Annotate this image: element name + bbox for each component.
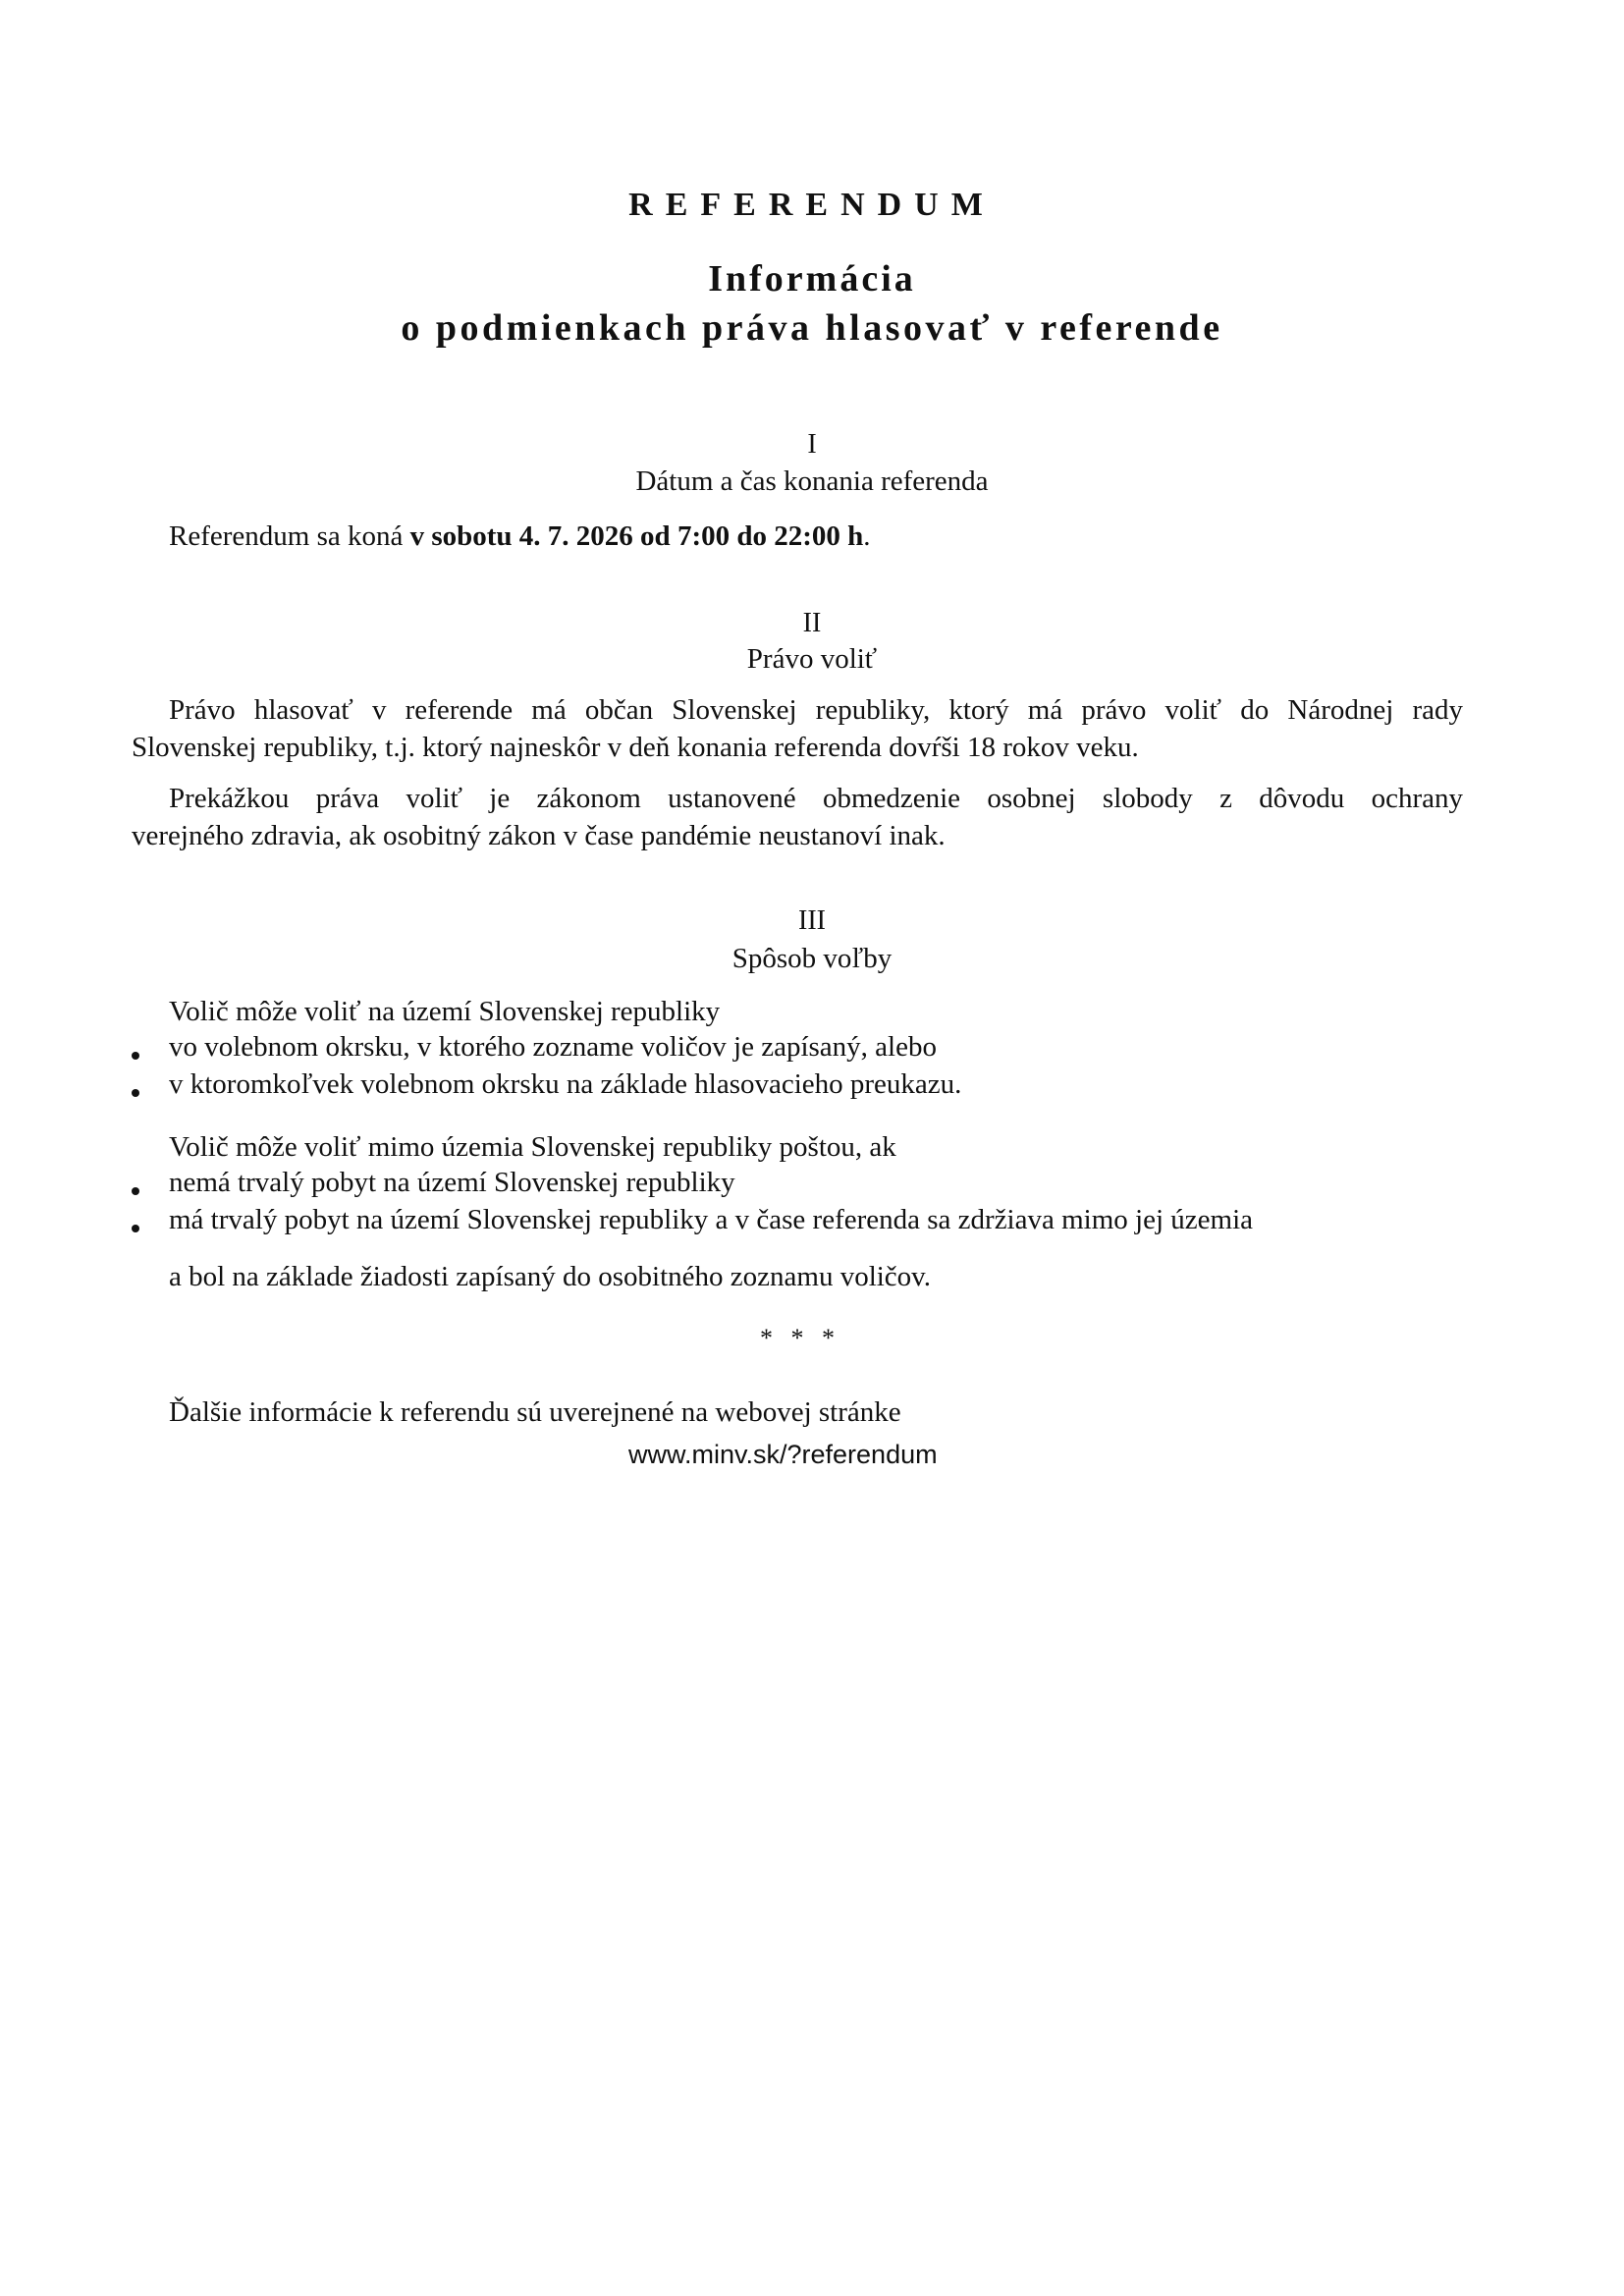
separator-stars: * * *: [760, 1324, 840, 1352]
bullet-dot-icon: [132, 1179, 145, 1193]
bullet-dot-icon: [132, 1217, 145, 1230]
section3-intro1: Volič môže voliť na území Slovenskej republiky: [169, 996, 721, 1027]
section3-bullet1-item1: vo volebnom okrsku, v ktorého zozname voličov je zapísaný, alebo: [169, 1031, 937, 1063]
document-title: REFERENDUM: [628, 187, 996, 223]
section2-para1-line2: Slovenskej republiky, t.j. ktorý najneskôr v deň konania referenda dovŕši 18 rokov veku.: [132, 732, 1139, 763]
section3-bullet1-item2: v ktoromkoľvek volebnom okrsku na základe hlasovacieho preukazu.: [169, 1068, 962, 1100]
section3-bullet2-item2: má trvalý pobyt na území Slovenskej republiky a v čase referenda sa zdržiava mimo jej územia: [169, 1204, 1253, 1235]
section2-para1-line1: Právo hlasovať v referende má občan Slovenskej republiky, ktorý má právo voliť do Národnej rady: [169, 694, 1463, 726]
section1-date-time: v sobotu 4. 7. 2026 od 7:00 do 22:00 h: [409, 520, 864, 552]
section1-number: I: [807, 429, 817, 460]
section3-intro2: Volič môže voliť mimo územia Slovenskej republiky poštou, ak: [169, 1131, 896, 1163]
footer-url-link[interactable]: www.minv.sk/?referendum: [628, 1440, 938, 1469]
document-subtitle-line2: o podmienkach práva hlasovať v referende: [401, 307, 1223, 349]
section3-bullet2-item1: nemá trvalý pobyt na území Slovenskej republiky: [169, 1167, 735, 1198]
section3-number: III: [798, 905, 826, 936]
section2-number: II: [802, 608, 822, 638]
section1-text-prefix: Referendum sa koná: [169, 520, 410, 552]
footer-info: Ďalšie informácie k referendu sú uverejnené na webovej stránke: [169, 1396, 901, 1428]
bullet-dot-icon: [132, 1081, 145, 1095]
section1-heading: Dátum a čas konania referenda: [635, 465, 989, 497]
section2-heading: Právo voliť: [746, 643, 878, 675]
section2-para2-line2: verejného zdravia, ak osobitný zákon v čase pandémie neustanoví inak.: [132, 820, 946, 851]
bullet-dot-icon: [132, 1044, 145, 1058]
section1-text-suffix: .: [863, 520, 871, 552]
section1-text: [169, 520, 871, 553]
document-subtitle-line1: Informácia: [708, 258, 916, 300]
section2-para2-line1: Prekážkou práva voliť je zákonom ustanovené obmedzenie osobnej slobody z dôvodu ochrany: [169, 783, 1463, 814]
section3-heading: Spôsob voľby: [731, 943, 893, 974]
section3-continuation: a bol na základe žiadosti zapísaný do osobitného zoznamu voličov.: [169, 1261, 932, 1292]
